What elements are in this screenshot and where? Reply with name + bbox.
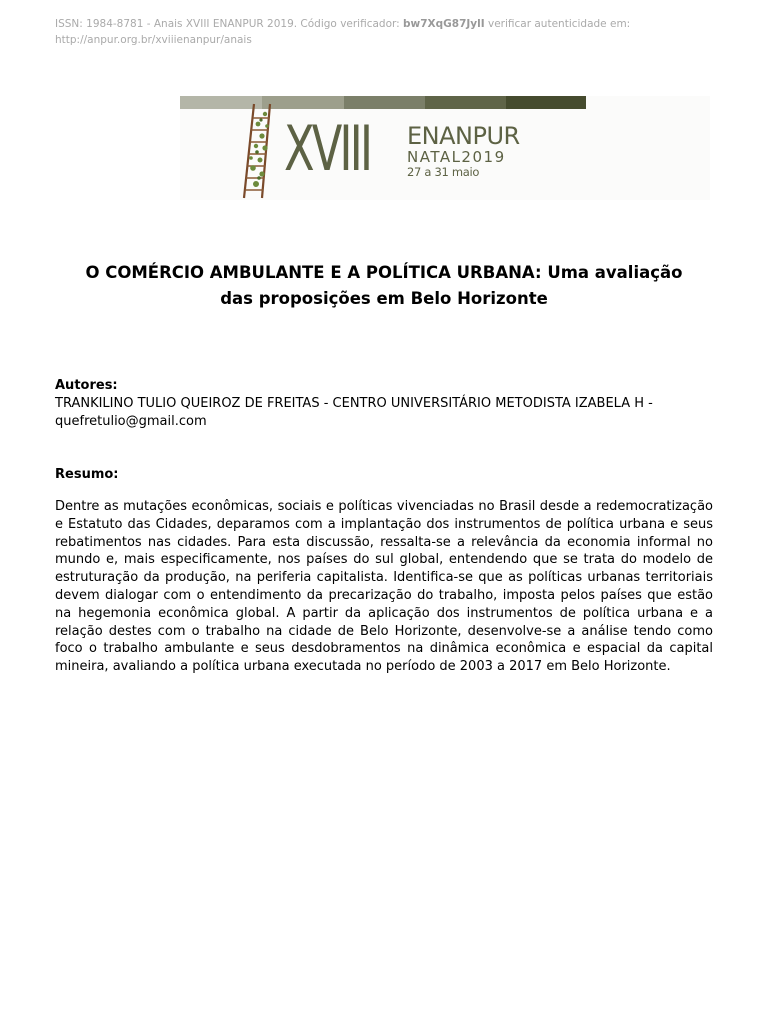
logo-city-year: NATAL2019 xyxy=(407,148,506,166)
issn-header xyxy=(55,16,715,48)
logo-numeral: XVIII xyxy=(284,112,371,185)
header-url[interactable]: http://anpur.org.br/xviiienanpur/anais xyxy=(55,34,252,46)
authors-line-1: TRANKILINO TULIO QUEIROZ DE FREITAS - CENTRO UNIVERSITÁRIO METODISTA IZABELA H - xyxy=(55,396,653,411)
authors-line-2: quefretulio@gmail.com xyxy=(55,414,207,429)
abstract-label: Resumo: xyxy=(55,467,119,482)
title-line-2: das proposições em Belo Horizonte xyxy=(220,289,548,308)
header-prefix: ISSN: 1984-8781 - Anais XVIII ENANPUR 2019. Código verificador: xyxy=(55,18,404,30)
authors-label: Autores: xyxy=(55,378,118,393)
title-line-1: O COMÉRCIO AMBULANTE E A POLÍTICA URBANA: Uma avaliação xyxy=(85,263,683,282)
paper-title xyxy=(55,260,713,312)
logo-dates: 27 a 31 maio xyxy=(407,165,480,179)
logo-name: ENANPUR xyxy=(407,122,520,150)
logo-stripe-3 xyxy=(344,96,425,109)
header-suffix: verificar autenticidade em: xyxy=(484,18,631,30)
authors-block xyxy=(55,395,715,431)
abstract-text: Dentre as mutações econômicas, sociais e políticas vivenciadas no Brasil desde a redemocratização e Estatuto das Cidades, deparamos com a implantação dos instrumentos de política urbana e seus rebatimentos nas cidades. Para esta discussão, ressalta-se a relevância da economia informal no mundo e, mais especificamente, nos países do sul global, entendendo que se trata do modelo de estruturação da produção, na periferia capitalista. Identifica-se que as políticas urbanas territoriais devem dialogar com o entendimento da precarização do trabalho, imposta pelos países que estão na hegemonia econômica global. A partir da aplicação dos instrumentos de política urbana e a relação destes com o trabalho na cidade de Belo Horizonte, desenvolve-se a análise tendo como foco o trabalho ambulante e seus desdobramentos na dinâmica econômica e espacial da capital mineira, avaliando a política urbana executada no período de 2003 a 2017 em Belo Horizonte. xyxy=(55,499,713,675)
logo-stripe-4 xyxy=(425,96,506,109)
enanpur-logo xyxy=(180,96,710,200)
logo-stripe-5 xyxy=(506,96,586,109)
ladder-plant-icon xyxy=(232,102,292,202)
verification-code: bw7XqG87JylI xyxy=(403,18,485,30)
